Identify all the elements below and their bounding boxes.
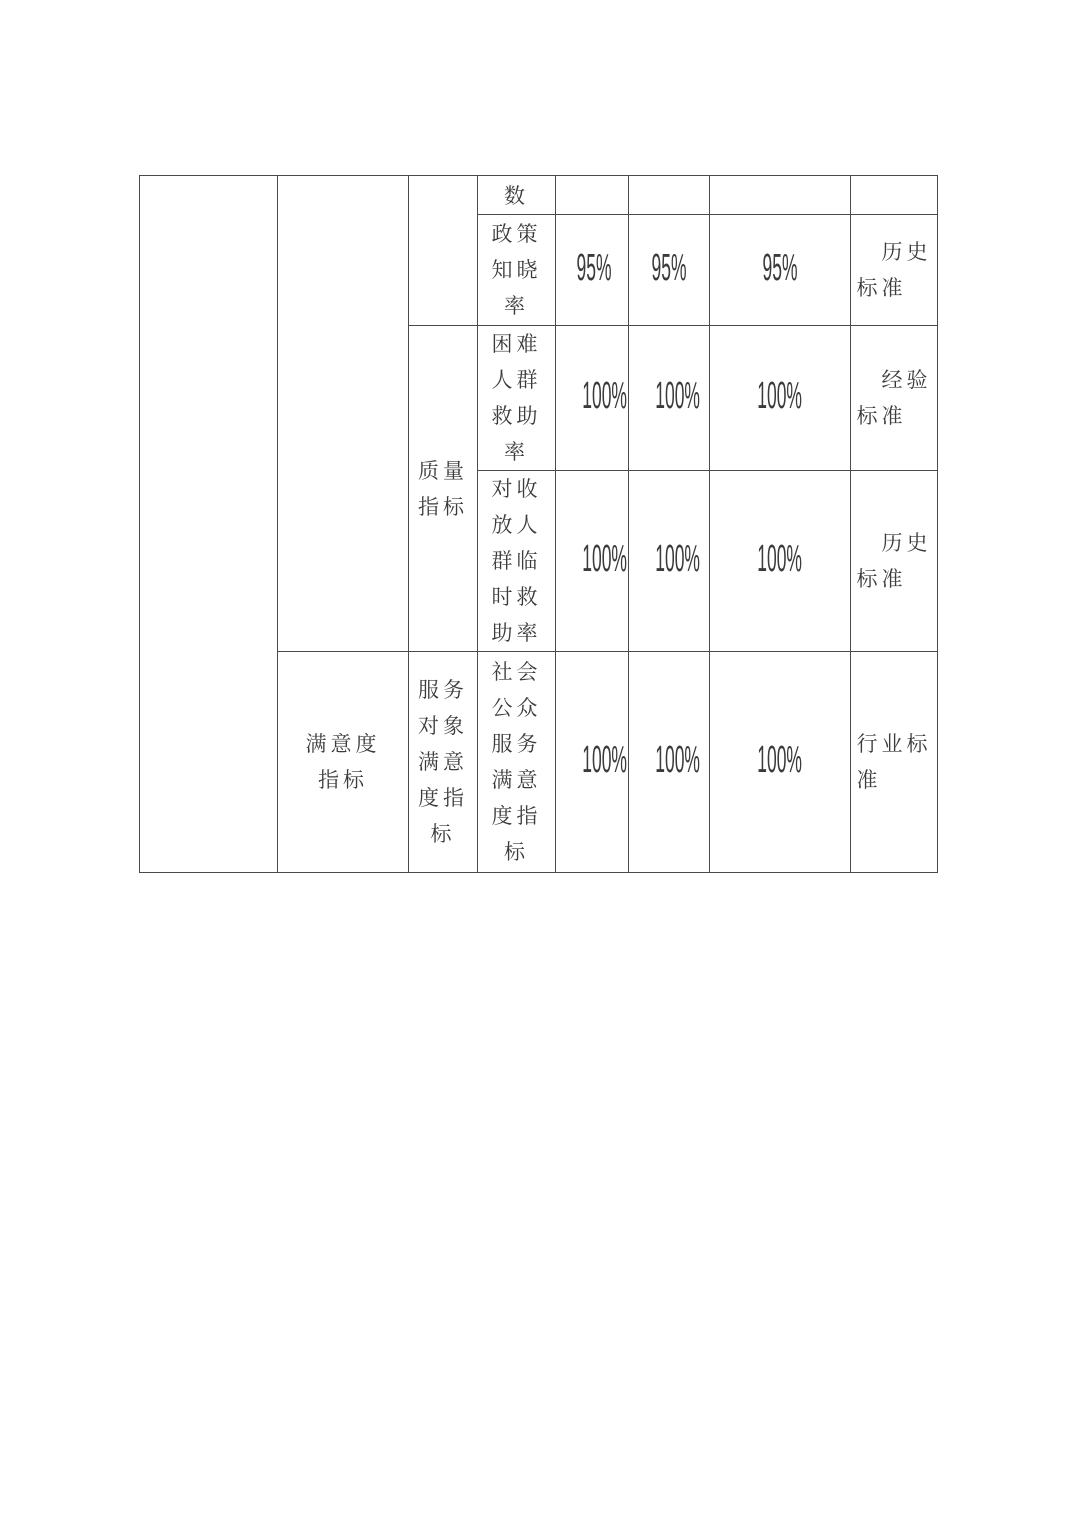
standard-cell: [851, 652, 938, 873]
standard-cell: [851, 471, 938, 652]
value-cell: [629, 652, 710, 873]
standard-text: 经验标准: [856, 368, 932, 429]
value-empty-cell: [710, 176, 851, 215]
value-text: 100%: [582, 537, 627, 580]
standard-text: 历史标准: [856, 240, 932, 301]
value-text: 100%: [655, 738, 700, 781]
value-cell: [710, 471, 851, 652]
satisfaction-subcategory-text: 服务对象满意度指标: [418, 678, 468, 847]
value-empty-cell: [629, 176, 710, 215]
value-text: 100%: [655, 537, 700, 580]
quality-category-cell: [409, 326, 478, 652]
indicator-name-text: 政策知晓率: [491, 222, 542, 319]
standard-empty-cell: [851, 176, 938, 215]
standard-text: 行业标准: [856, 732, 932, 793]
value-text: 100%: [582, 738, 627, 781]
value-cell: [710, 215, 851, 326]
indicator-name-cell: [478, 471, 556, 652]
value-text: 100%: [757, 374, 803, 417]
indicator-name-cell: [478, 652, 556, 873]
value-text: 95%: [651, 246, 687, 289]
subcategory-empty-cell: [409, 176, 478, 326]
value-cell: [629, 471, 710, 652]
value-text: 95%: [762, 246, 798, 289]
indicator-name-text: 社会公众服务满意度指标: [491, 660, 542, 865]
value-text: 100%: [757, 738, 803, 781]
standard-text: 历史标准: [856, 531, 932, 592]
indicator-name-partial-text: 数: [504, 184, 529, 209]
value-text: 100%: [582, 374, 627, 417]
value-text: 100%: [655, 374, 700, 417]
indicator-name-cell: [478, 215, 556, 326]
value-cell: [710, 326, 851, 471]
value-cell: [710, 652, 851, 873]
value-empty-cell: [556, 176, 629, 215]
satisfaction-subcategory-cell: [409, 652, 478, 873]
standard-cell: [851, 326, 938, 471]
quality-category-text: 质量指标: [418, 458, 468, 519]
value-cell: [556, 326, 629, 471]
value-cell: [556, 652, 629, 873]
indicator-name-text: 对收放人群临时救助率: [491, 477, 542, 646]
left-category-empty-cell: [140, 176, 278, 873]
value-cell: [629, 215, 710, 326]
value-text: 95%: [576, 246, 612, 289]
satisfaction-category-text: 满意度指标: [305, 732, 381, 793]
value-cell: [556, 471, 629, 652]
value-cell: [556, 215, 629, 326]
satisfaction-category-cell: [278, 652, 409, 873]
indicator-name-text: 困难人群救助率: [491, 332, 542, 465]
indicator-name-partial-cell: [478, 176, 556, 215]
standard-cell: [851, 215, 938, 326]
category-group-empty-cell: [278, 176, 409, 652]
value-text: 100%: [757, 537, 803, 580]
value-cell: [629, 326, 710, 471]
performance-indicator-table: [139, 175, 938, 873]
indicator-name-cell: [478, 326, 556, 471]
